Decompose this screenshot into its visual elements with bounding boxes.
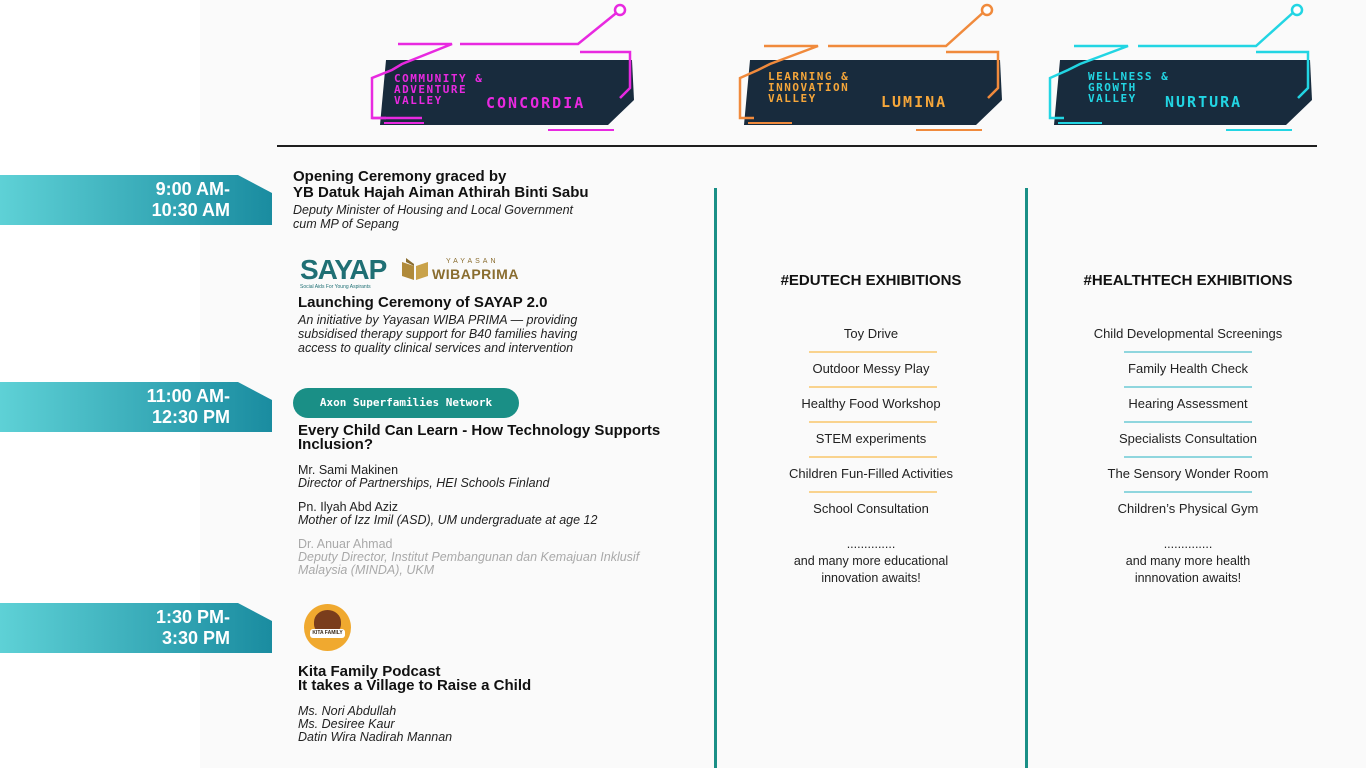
healthtech-separator [1124,386,1252,388]
edutech-separator [809,421,937,423]
podcast-host-2: Ms. Desiree Kaur [298,717,395,731]
edutech-item-5: Children Fun-Filled Activities [788,466,953,481]
launch-desc-line-2: subsidised therapy support for B40 families having [298,327,578,341]
session-3-podcast [298,665,531,744]
time-2-start: 11:00 AM- [146,386,230,406]
time-tab-1 [0,175,272,225]
wiba-logo-text: WIBAPRIMA [432,266,519,282]
edutech-separator [809,351,937,353]
time-1-start: 9:00 AM- [155,179,230,199]
healthtech-separator [1124,421,1252,423]
healthtech-dots: .............. [1163,537,1213,551]
healthtech-item-6: Children’s Physical Gym [1117,501,1259,516]
edutech-separator [809,456,937,458]
healthtech-more-line-1: and many more health [1125,554,1251,568]
healthtech-title: #HEALTHTECH EXHIBITIONS [1083,272,1293,289]
concordia-frame-graphic [368,0,668,140]
healthtech-separator [1124,351,1252,353]
speaker-1 [298,464,698,490]
speaker-3-name: Dr. Anuar Ahmad [298,537,393,551]
time-tab-3 [0,603,272,653]
valley-header-lumina [736,0,1036,140]
concordia-name-line-2: ADVENTURE [394,83,468,96]
speaker-1-name: Mr. Sami Makinen [298,463,399,477]
edutech-title: #EDUTECH EXHIBITIONS [780,272,962,289]
panel-title-line-2: Inclusion? [298,436,373,453]
concordia-name-line-1: COMMUNITY & [394,72,484,85]
time-tab-1-shape [0,175,272,225]
edutech-separator [809,491,937,493]
speaker-3 [298,538,698,577]
session-1-opening [293,169,589,231]
lumina-name-line-2: INNOVATION [768,81,850,94]
opening-role-line-2: cum MP of Sepang [293,217,399,231]
speaker-1-role: Director of Partnerships, HEI Schools Finland [298,476,550,490]
sayap-logo-tagline: Social Aids For Young Aspirants [300,284,371,290]
sayap-logo [300,256,386,290]
opening-title-line-2: YB Datuk Hajah Aiman Athirah Binti Sabu [293,184,589,201]
healthtech-more-line-2: innnovation awaits! [1134,571,1242,585]
nurtura-brand: NURTURA [1165,93,1243,111]
valley-header-concordia [368,0,668,140]
nurtura-name-line-2: GROWTH [1088,81,1137,94]
time-2-end: 12:30 PM [151,407,230,427]
edutech-item-1: Toy Drive [843,326,899,341]
time-1-end: 10:30 AM [151,200,230,220]
wiba-book-icon [400,256,430,282]
panel-title-line-1: Every Child Can Learn - How Technology Supports [298,422,661,439]
edutech-item-3: Healthy Food Workshop [801,396,941,411]
healthtech-item-5: The Sensory Wonder Room [1107,466,1269,481]
lumina-brand: LUMINA [881,93,948,111]
header-divider [277,145,1317,147]
healthtech-more [1038,536,1338,587]
healthtech-item-4: Specialists Consultation [1118,431,1258,446]
edutech-more-line-2: innovation awaits! [821,571,921,585]
podcast-host-3: Datin Wira Nadirah Mannan [298,730,453,744]
podcast-title-line-2: It takes a Village to Raise a Child [298,677,532,694]
edutech-more-line-1: and many more educational [793,554,949,568]
wiba-top-text: YAYASAN [446,258,499,265]
sayap-logo-text: SAYAP [300,254,387,285]
speaker-2 [298,501,698,527]
healthtech-separator [1124,491,1252,493]
concordia-name-line-3: VALLEY [394,94,443,107]
healthtech-column-line [1025,188,1028,768]
axon-network-badge: Axon Superfamilies Network [293,388,519,418]
edutech-column-line [714,188,717,768]
time-tab-2 [0,382,272,432]
kita-family-logo [304,604,351,651]
speaker-2-name: Pn. Ilyah Abd Aziz [298,500,399,514]
edutech-item-4: STEM experiments [815,431,927,446]
lumina-name-line-3: VALLEY [768,92,817,105]
concordia-brand: CONCORDIA [486,94,586,112]
session-2-panel [298,424,698,577]
edutech-separator [809,386,937,388]
lumina-name-line-1: LEARNING & [768,70,850,83]
launch-desc-line-1: An initiative by Yayasan WIBA PRIMA — providing [298,313,578,327]
healthtech-item-3: Hearing Assessment [1128,396,1248,411]
healthtech-separator [1124,456,1252,458]
speaker-2-role: Mother of Izz Imil (ASD), UM undergraduate at age 12 [298,513,598,527]
edutech-dots: .............. [846,537,896,551]
podcast-host-1: Ms. Nori Abdullah [298,704,397,718]
valley-header-nurtura [1046,0,1346,140]
time-3-end: 3:30 PM [161,628,230,648]
time-tab-2-shape [0,382,272,432]
time-tab-3-shape [0,603,272,653]
sayap-launch [298,295,577,355]
edutech-more [721,536,1021,587]
edutech-item-6: School Consultation [813,501,929,516]
nurtura-name-line-1: WELLNESS & [1088,70,1170,83]
launch-desc-line-3: access to quality clinical services and intervention [298,341,574,355]
launch-title: Launching Ceremony of SAYAP 2.0 [298,294,548,311]
speaker-3-role-line-1: Deputy Director, Institut Pembangunan dan Kemajuan Inklusif [298,550,640,564]
podcast-title-line-1: Kita Family Podcast [298,663,441,680]
healthtech-item-2: Family Health Check [1128,361,1248,376]
healthtech-item-1: Child Developmental Screenings [1093,326,1283,341]
time-3-start: 1:30 PM- [155,607,230,627]
opening-role-line-1: Deputy Minister of Housing and Local Government [293,203,574,217]
speaker-3-role-line-2: Malaysia (MINDA), UKM [298,563,435,577]
edutech-item-2: Outdoor Messy Play [812,361,930,376]
opening-title-line-1: Opening Ceremony graced by [293,168,507,185]
nurtura-name-line-3: VALLEY [1088,92,1137,105]
kita-family-logo-text: KITA FAMILY [310,629,345,638]
